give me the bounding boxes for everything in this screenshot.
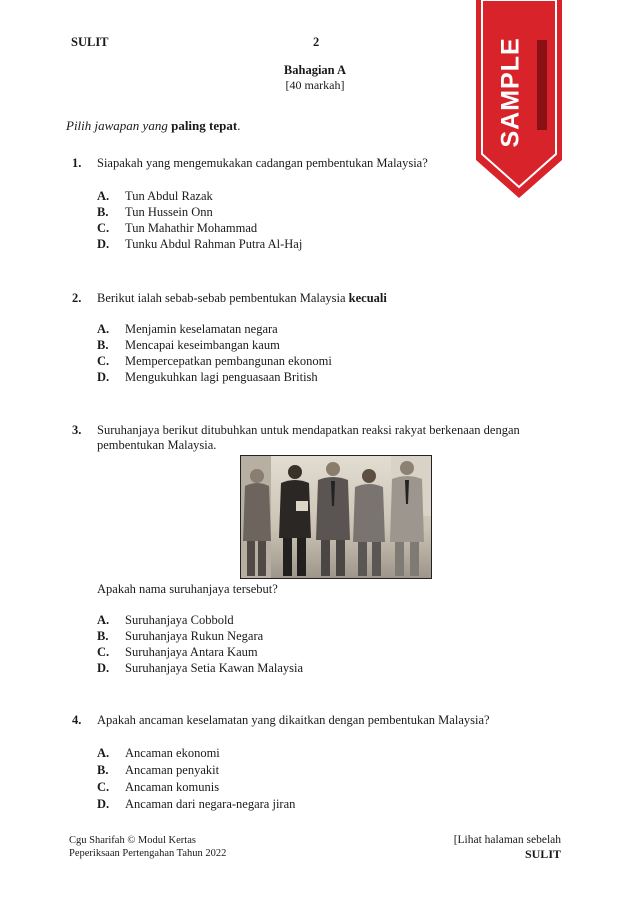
option-letter: D. bbox=[97, 661, 110, 675]
question-4-text: Apakah ancaman keselamatan yang dikaitkan dengan pembentukan Malaysia? bbox=[97, 713, 490, 727]
instruction-suffix: . bbox=[237, 118, 241, 133]
cobbold-commission-photo bbox=[240, 455, 432, 579]
option-letter: B. bbox=[97, 763, 109, 777]
footer-sulit: SULIT bbox=[524, 847, 561, 861]
option-text: Mengukuhkan lagi penguasaan British bbox=[125, 370, 318, 384]
question-3-subquestion: Apakah nama suruhanjaya tersebut? bbox=[97, 582, 278, 596]
option-text: Ancaman ekonomi bbox=[125, 746, 220, 760]
sample-badge bbox=[474, 0, 564, 200]
option-letter: A. bbox=[97, 746, 110, 760]
option-text: Ancaman komunis bbox=[125, 780, 220, 794]
question-2-number: 2. bbox=[72, 291, 82, 305]
sample-badge-text: SAMPLE bbox=[496, 37, 525, 148]
instruction-prefix: Pilih jawapan yang bbox=[66, 118, 172, 133]
option-text: Tun Abdul Razak bbox=[125, 189, 213, 203]
option-text: Menjamin keselamatan negara bbox=[125, 322, 278, 336]
option-text: Suruhanjaya Rukun Negara bbox=[125, 629, 264, 643]
footer-exam: Peperiksaan Pertengahan Tahun 2022 bbox=[69, 848, 227, 859]
instruction bbox=[66, 118, 240, 134]
option-letter: D. bbox=[97, 237, 110, 251]
question-2-text-main: Berikut ialah sebab-sebab pembentukan Malaysia bbox=[97, 291, 349, 305]
option-letter: A. bbox=[97, 189, 110, 203]
option-letter: C. bbox=[97, 645, 110, 659]
section-marks: [40 markah] bbox=[285, 78, 345, 92]
option-text: Suruhanjaya Cobbold bbox=[125, 613, 234, 627]
header-sulit: SULIT bbox=[71, 35, 109, 49]
option-letter: A. bbox=[97, 613, 110, 627]
option-letter: B. bbox=[97, 338, 109, 352]
question-2-text-bold: kecuali bbox=[348, 291, 387, 305]
instruction-bold: paling tepat bbox=[171, 118, 238, 133]
option-letter: C. bbox=[97, 780, 110, 794]
option-letter: D. bbox=[97, 370, 110, 384]
question-1-text: Siapakah yang mengemukakan cadangan pembentukan Malaysia? bbox=[97, 156, 428, 170]
option-text: Ancaman penyakit bbox=[125, 763, 220, 777]
footer-author: Cgu Sharifah © Modul Kertas bbox=[69, 835, 196, 846]
option-letter: D. bbox=[97, 797, 110, 811]
option-text: Tun Mahathir Mohammad bbox=[125, 221, 258, 235]
option-letter: B. bbox=[97, 629, 109, 643]
option-letter: C. bbox=[97, 354, 110, 368]
option-text: Mencapai keseimbangan kaum bbox=[125, 338, 280, 352]
option-text: Suruhanjaya Antara Kaum bbox=[125, 645, 258, 659]
option-text: Mempercepatkan pembangunan ekonomi bbox=[125, 354, 332, 368]
section-title: Bahagian A bbox=[283, 63, 347, 77]
option-text: Tun Hussein Onn bbox=[125, 205, 213, 219]
question-3-text-line1: Suruhanjaya berikut ditubuhkan untuk mendapatkan reaksi rakyat berkenaan dengan bbox=[97, 423, 520, 437]
question-3-number: 3. bbox=[72, 423, 82, 437]
footer-turn-page: [Lihat halaman sebelah bbox=[453, 834, 561, 846]
option-text: Ancaman dari negara-negara jiran bbox=[125, 797, 296, 811]
page-number: 2 bbox=[313, 35, 320, 49]
question-2-text bbox=[97, 291, 387, 306]
option-text: Tunku Abdul Rahman Putra Al-Haj bbox=[125, 237, 303, 251]
option-text: Suruhanjaya Setia Kawan Malaysia bbox=[125, 661, 304, 675]
question-1-number: 1. bbox=[72, 156, 82, 170]
question-3-text-line2: pembentukan Malaysia. bbox=[97, 438, 217, 452]
option-letter: A. bbox=[97, 322, 110, 336]
option-letter: C. bbox=[97, 221, 110, 235]
question-4-number: 4. bbox=[72, 713, 82, 727]
option-letter: B. bbox=[97, 205, 109, 219]
